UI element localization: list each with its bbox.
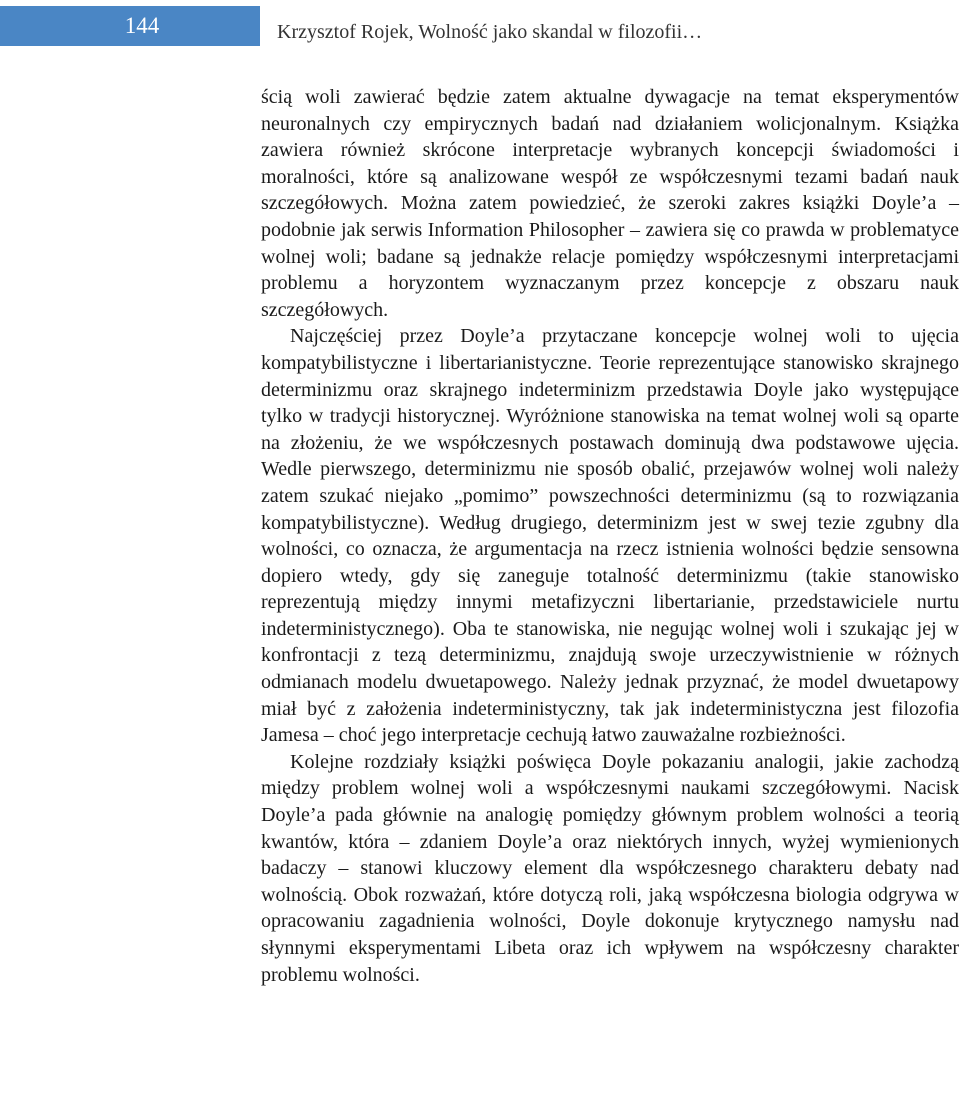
running-header: Krzysztof Rojek, Wolność jako skandal w filozofii…: [277, 21, 703, 43]
page-number: 144: [124, 13, 160, 38]
paragraph-continuation: ścią woli zawierać będzie zatem aktualne dywagacje na temat eksperymentów neuronalnych czy empirycznych badań nad działaniem wolicjonalnym. Książka zawiera również skrócone interpretacje wybranych koncepcji świadomości i moralności, które są analizowane wespół ze współczesnymi tezami badań nauk szczegółowych. Można zatem powiedzieć, że szeroki zakres książki Doyle’a – podobnie jak serwis Information Philosopher – zawiera się co prawda w problematyce wolnej woli; badane są jednakże relacje pomiędzy współczesnymi interpretacjami problemu a horyzontem wyznaczanym przez koncepcje z obszaru nauk szczegółowych.: [261, 86, 959, 321]
page-number-box: [0, 6, 260, 46]
body-text: [261, 84, 959, 988]
paragraph: Kolejne rozdziały książki poświęca Doyle pokazaniu analogii, jakie zachodzą między problem wolnej woli a współczesnymi naukami szczegółowymi. Nacisk Doyle’a pada głównie na analogię pomiędzy głównym problem wolności a teorią kwantów, która – zdaniem Doyle’a oraz niektórych innych, wyżej wymienionych badaczy – stanowi kluczowy element dla współczesnego charakteru debaty nad wolnością. Obok rozważań, które dotyczą roli, jaką współczesna biologia odgrywa w opracowaniu zagadnienia wolności, Doyle dokonuje krytycznego namysłu nad słynnymi eksperymentami Libeta oraz ich wpływem na współczesny charakter problemu wolności.: [261, 750, 959, 986]
paragraph: Najczęściej przez Doyle’a przytaczane koncepcje wolnej woli to ujęcia kompatybilistyczne i libertarianistyczne. Teorie reprezentujące stanowisko skrajnego determinizmu oraz skrajnego indeterminizm przedstawia Doyle jako występujące tylko w tradycji historycznej. Wyróżnione stanowiska na temat wolnej woli są oparte na złożeniu, że we współczesnych postawach dominują dwa podstawowe ujęcia. Wedle pierwszego, determinizmu nie sposób obalić, przejawów wolnej woli należy zatem szukać niejako „pomimo” powszechności determinizmu (są to rozwiązania kompatybilistyczne). Według drugiego, determinizm jest w swej tezie zgubny dla wolności, co oznacza, że argumentacja na rzecz istnienia wolności będzie sensowna dopiero wtedy, gdy się zaneguje totalność determinizmu (takie stanowisko reprezentują między innymi metafizyczni libertarianie, przedstawiciele nurtu indeterministycznego). Oba te stanowiska, nie negując wolnej woli i szukając jej w konfrontacji z tezą determinizmu, znajdują swoje urzeczywistnienie w różnych odmianach modelu dwuetapowego. Należy jednak przyznać, że model dwuetapowy miał być z założenia indeterministyczny, tak jak indeterministyczna jest filozofia Jamesa – choć jego interpretacje cechują łatwo zauważalne rozbieżności.: [261, 325, 959, 747]
